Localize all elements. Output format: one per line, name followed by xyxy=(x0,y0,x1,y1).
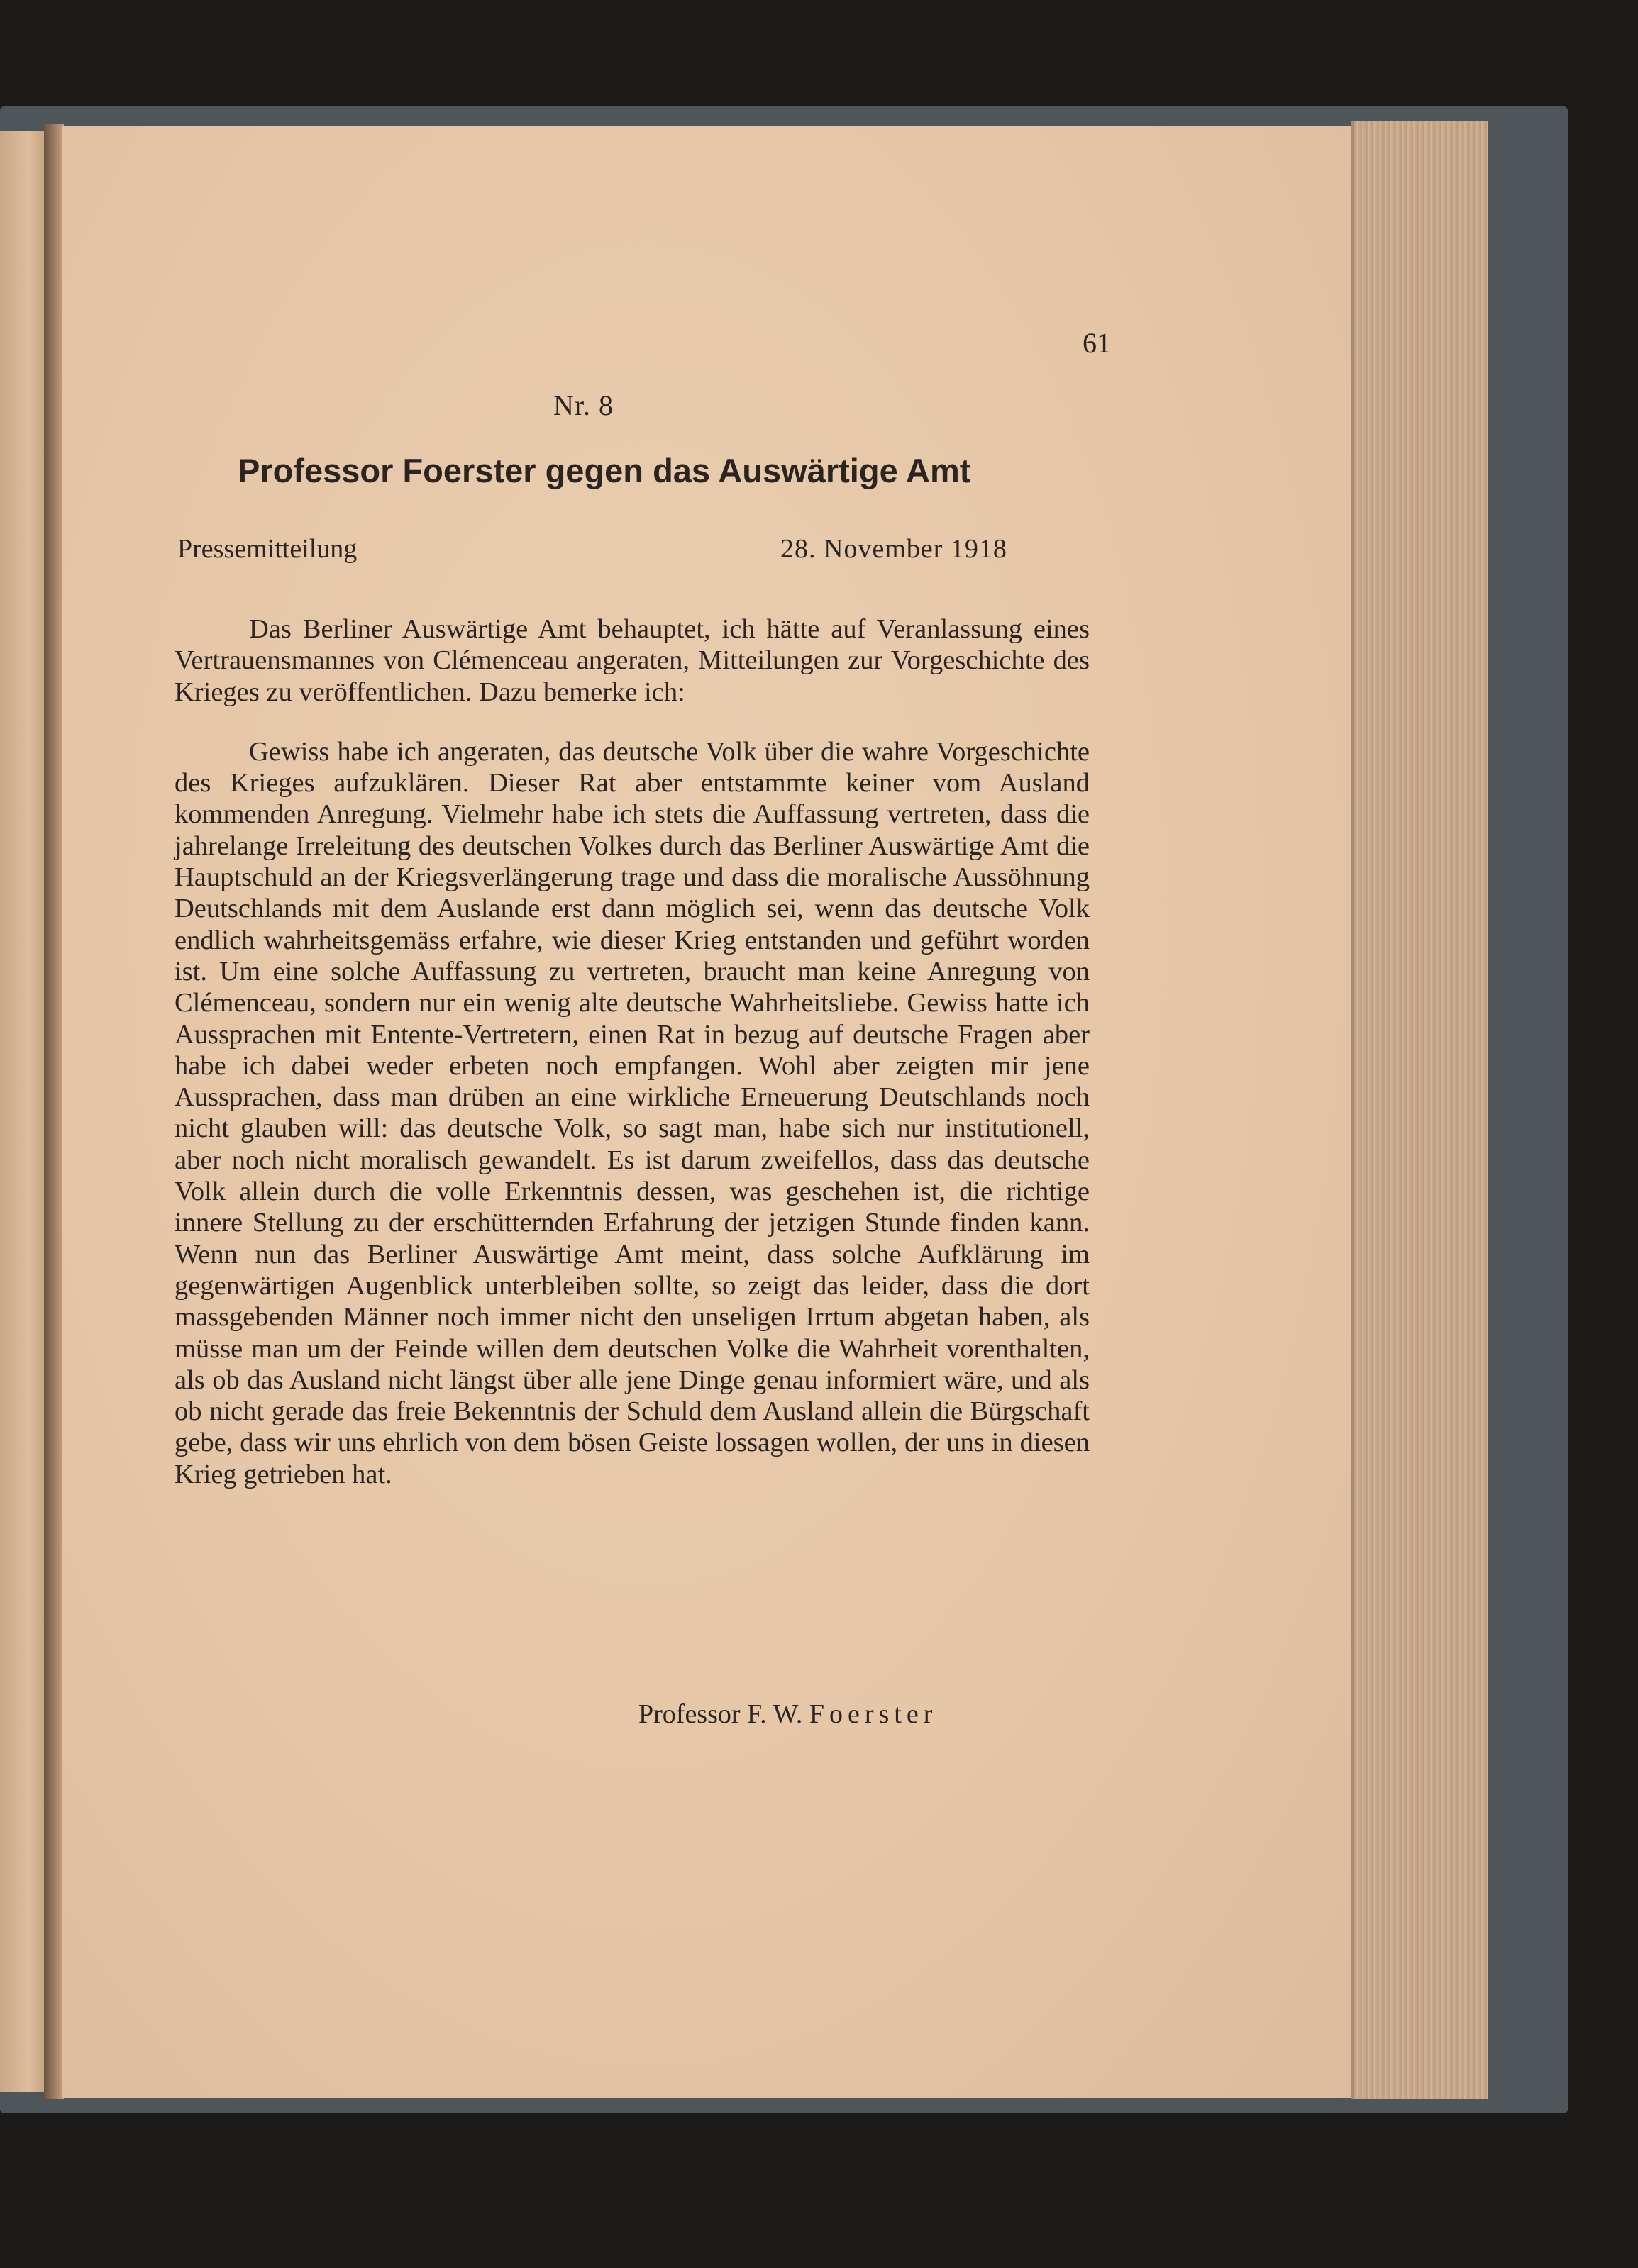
document-number: Nr. 8 xyxy=(553,389,614,421)
document-type: Pressemitteilung xyxy=(177,534,358,564)
book-gutter xyxy=(44,124,64,2099)
document-date: 28. November 1918 xyxy=(780,534,1007,564)
signature-name: Foerster xyxy=(809,1699,938,1729)
signature xyxy=(638,1699,937,1730)
body-text xyxy=(175,613,1090,1490)
page-edges xyxy=(1351,121,1488,2099)
paragraph: Das Berliner Auswärtige Amt behauptet, ich hätte auf Veranlassung eines Vertrauensmannes von Clémenceau angeraten, Mitteilungen zur Vorgeschichte des Krieges zu veröffentlichen. Dazu bemerke ich: xyxy=(175,614,1090,707)
page-number: 61 xyxy=(1083,327,1111,359)
paragraph: Gewiss habe ich angeraten, das deutsche Volk über die wahre Vorgeschichte des Krieges aufzuklären. Dieser Rat aber entstammte keiner vom Ausland kommenden Anregung. Vielmehr habe ich stets die Auffassung vertreten, dass die jahrelange Irreleitung des deutschen Volkes durch das Berliner Auswärtige Amt die Hauptschuld an der Kriegsverlängerung trage und dass die moralische Aussöhnung Deutschlands mit dem Auslande erst dann möglich sei, wenn das deutsche Volk endlich wahrheitsgemäss erfahre, wie dieser Krieg entstanden und geführt worden ist. Um eine solche Auffassung zu vertreten, braucht man keine Anregung von Clémenceau, sondern nur ein wenig alte deutsche Wahrheitsliebe. Gewiss hatte ich Aussprachen mit Entente-Vertretern, einen Rat in bezug auf deutsche Fragen aber habe ich dabei weder erbeten noch empfangen. Wohl aber zeigten mir jene Aussprachen, dass man drüben an eine wirkliche Erneuerung Deutschlands noch nicht glauben will: das deutsche Volk, so sagt man, habe sich nur institutionell, aber noch nicht moralisch gewandelt. Es ist darum zweifellos, dass das deutsche Volk allein durch die volle Erkenntnis dessen, was geschehen ist, die richtige innere Stellung zu der erschütternden Erfahrung der jetzigen Stunde finden kann. Wenn nun das Berliner Auswärtige Amt meint, dass solche Aufklärung im gegenwärtigen Augenblick unterbleiben sollte, so zeigt das leider, dass die dort massgebenden Männer noch immer nicht den unseligen Irrtum abgetan haben, als müsse man um der Feinde willen dem deutschen Volke die Wahrheit vorenthalten, als ob das Ausland nicht längst über alle jene Dinge genau informiert wäre, und als ob nicht gerade das freie Bekenntnis der Schuld dem Ausland allein die Bürgschaft gebe, dass wir uns ehrlich von dem bösen Geiste lossagen wollen, der uns in diesen Krieg getrieben hat. xyxy=(175,736,1090,1489)
signature-prefix: Professor F. W. xyxy=(638,1699,803,1729)
document-title: Professor Foerster gegen das Auswärtige Amt xyxy=(238,452,971,489)
